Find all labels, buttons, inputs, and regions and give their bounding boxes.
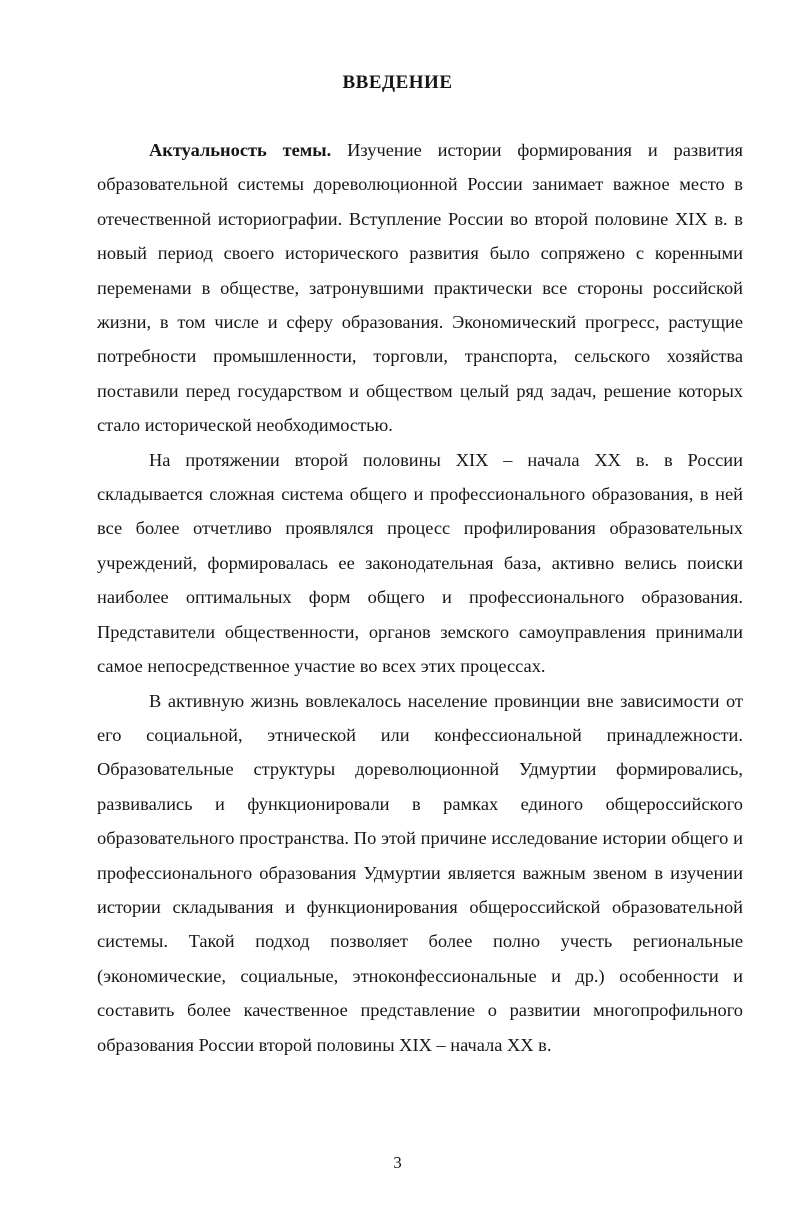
paragraph-relevance (97, 133, 743, 443)
body-text (97, 133, 743, 1062)
paragraph-text: Изучение истории формирования и развития образовательной системы дореволюционной России занимает важное место в отечественной историографии. Вступление России во второй половине XIX в. в новый период своего исторического развития было сопряжено с коренными переменами в обществе, затронувшими практически все стороны российской жизни, в том числе и сферу образования. Экономический прогресс, растущие потребности промышленности, торговли, транспорта, сельского хозяйства поставили перед государством и обществом целый ряд задач, решение которых стало исторической необходимостью. (97, 140, 744, 436)
paragraph-province: В активную жизнь вовлекалось население провинции вне зависимости от его социальной, этнической или конфессиональной принадлежности. Образовательные структуры дореволюционной Удмуртии формировались, развивались и функционировали в рамках единого общероссийского образовательного пространства. По этой причине исследование истории общего и профессионального образования Удмуртии является важным звеном в изучении истории складывания и функционирования общероссийской образовательной системы. Такой подход позволяет более полно учесть региональные (экономические, социальные, этноконфессиональные и др.) особенности и составить более качественное представление о развитии многопрофильного образования России второй половины XIX – начала XX в. (97, 690, 743, 1055)
paragraph-lead: Актуальность темы. (149, 140, 332, 160)
page-number: 3 (393, 1153, 402, 1172)
paragraph-system: На протяжении второй половины XIX – начала XX в. в России складывается сложная система общего и профессионального образования, в ней все более отчетливо проявлялся процесс профилирования образовательных учреждений, формировалась ее законодательная база, активно велись поиски наиболее оптимальных форм общего и профессионального образования. Представители общественности, органов земского самоуправления принимали самое непосредственное участие во всех этих процессах. (97, 449, 743, 677)
page-title: ВВЕДЕНИЕ (342, 72, 453, 93)
